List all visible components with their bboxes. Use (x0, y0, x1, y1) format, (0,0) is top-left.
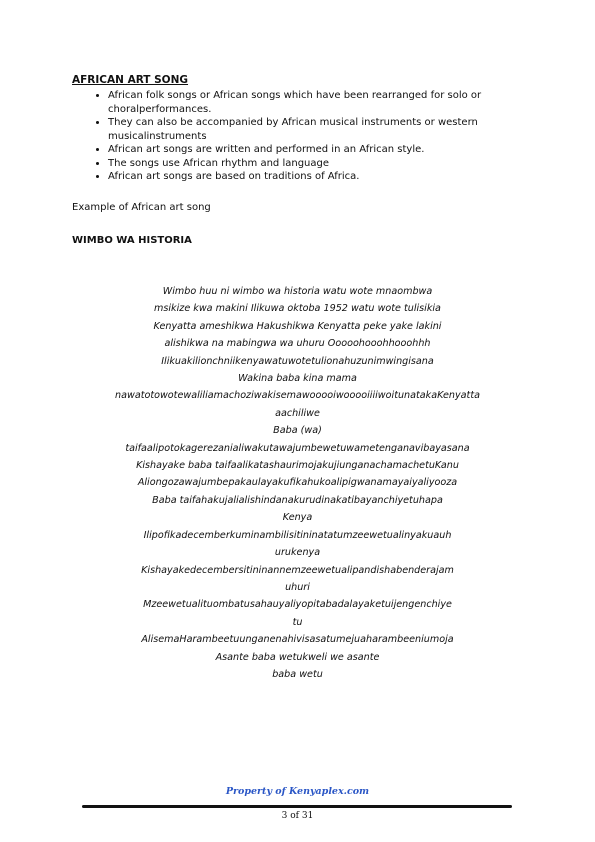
lyric-line: Kenyatta ameshikwa Hakushikwa Kenyatta peke yake lakini (153, 320, 442, 332)
bullet-item: • They can also be accompanied by African musical instruments or western musicalinstruments (108, 116, 524, 143)
lyric-line: Ilikuakilionchniikenyawatuwotetulionahuzunimwingisana (161, 355, 434, 367)
lyric-line: Aliongozawajumbepakaulayakufikahukoalipigwanamayaiyaliyooza (137, 477, 458, 489)
lyric-line: uhuri (285, 581, 310, 593)
lyric-line: urukenya (274, 547, 321, 559)
lyric-line: Asante baba wetukweli we asante (215, 651, 380, 663)
lyric-line: nawatotowotewaliliamachoziwakisemawooooiwooooiiiiwoitunatakaKenyatta (115, 390, 480, 402)
lyric-line: baba wetu (272, 668, 323, 680)
bullet-item: • The songs use African rhythm and language (108, 157, 524, 171)
page-number: 3 of 31 (281, 811, 314, 821)
lyric-line: Kishayake baba taifaalikatashaurimojakujiunganachamachetuKanu (136, 460, 459, 472)
lyric-line: alishikwa na mabingwa wa uhuru Ooooohooohhooohhh (164, 338, 431, 350)
section-heading: AFRICAN ART SONG (72, 74, 189, 86)
lyric-line: Baba taifahakujalialishindanakurudinakatibayanchiyetuhapa (152, 494, 443, 506)
lyric-line: Mzeewetualituombatusahauyaliyopitabadalayaketuijengenchiye (143, 599, 452, 611)
song-title: WIMBO WA HISTORIA (72, 234, 192, 246)
lyric-line: tu (292, 616, 303, 628)
lyric-line: msikize kwa makini Ilikuwa oktoba 1952 watu wote tulisikia (154, 303, 441, 315)
footer-divider (82, 805, 512, 808)
example-label: Example of African art song (72, 201, 211, 213)
lyric-line: Baba (wa) (273, 425, 322, 437)
song-lyrics (40, 283, 555, 683)
bullet-list (72, 89, 524, 184)
lyric-line: Wakina baba kina mama (238, 373, 357, 385)
lyric-line: AlisemaHarambeetuunganenahivisasatumejuaharambeeniumoja (141, 634, 454, 646)
lyric-line: Kishayakedecembersitininannemzeewetualipandishabenderajam (141, 564, 454, 576)
lyric-line: Kenya (282, 512, 313, 524)
bullet-item: • African art songs are based on traditions of Africa. (108, 170, 524, 184)
lyric-line: Wimbo huu ni wimbo wa historia watu wote mnaombwa (162, 286, 433, 297)
footer-property: Property of Kenyaplex.com (225, 786, 370, 797)
lyric-line: taifaalipotokagerezanialiwakutawajumbewetuwametenganavibayasana (125, 442, 470, 454)
lyric-line: aachiliwe (275, 407, 320, 419)
bullet-item: • African art songs are written and performed in an African style. (108, 143, 524, 157)
document-body (72, 74, 524, 246)
bullet-item: • African folk songs or African songs which have been rearranged for solo or choralperformances. (108, 89, 524, 116)
lyric-line: Ilipofikadecemberkuminambilisitininatatumzeewetualinyakuauh (143, 529, 452, 541)
